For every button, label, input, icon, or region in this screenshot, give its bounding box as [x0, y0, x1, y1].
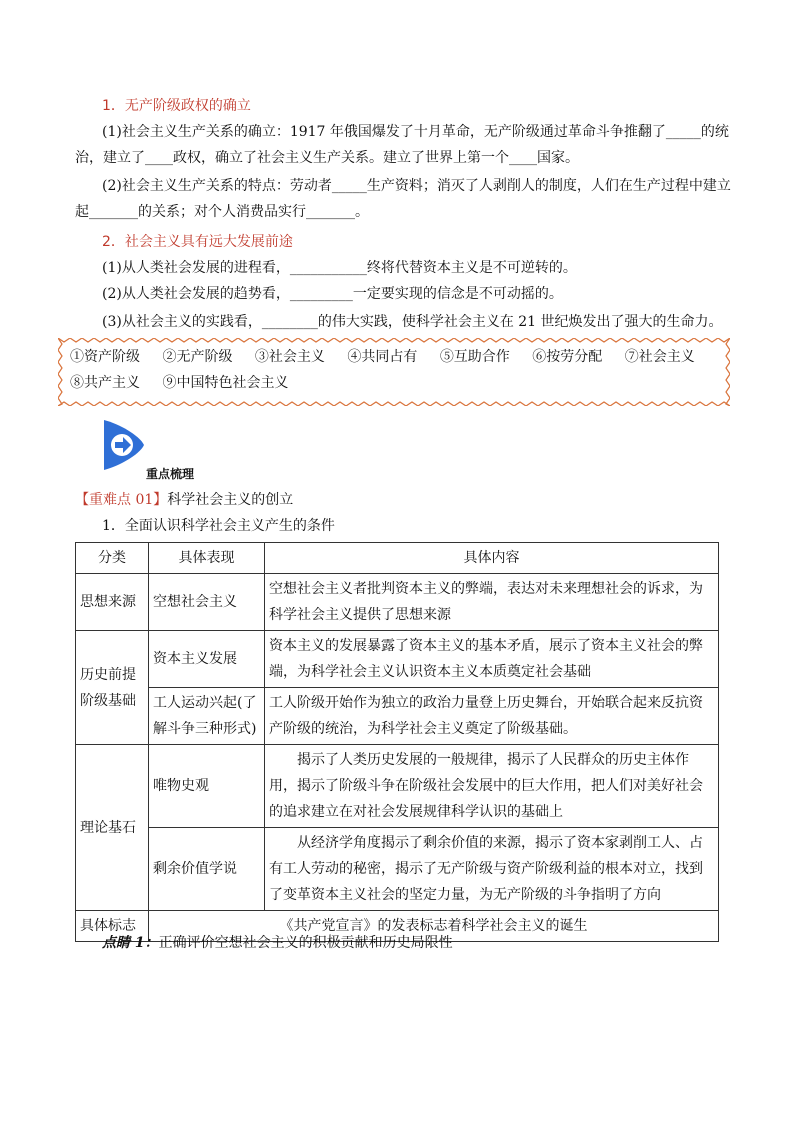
cell-content: 资本主义的发展暴露了资本主义的基本矛盾，展示了资本主义社会的弊端，为科学社会主义认识资本主义本质奠定社会基础: [265, 631, 719, 688]
header-manifestation: 具体表现: [149, 543, 265, 574]
key-point-title: 科学社会主义的创立: [167, 492, 294, 508]
cell-category: 历史前提阶级基础: [76, 631, 149, 745]
header-category: 分类: [76, 543, 149, 574]
section1-p1-line2: 治，建立了____政权，确立了社会主义生产关系。建立了世界上第一个____国家。: [75, 150, 579, 166]
option-6: ⑥按劳分配: [532, 349, 603, 365]
cell-manifestation: 唯物史观: [149, 745, 265, 828]
section2-p1: (1)从人类社会发展的进程看，___________终将代替资本主义是不可逆转的。: [102, 260, 577, 276]
table-row: [76, 688, 719, 745]
cell-category: 思想来源: [76, 574, 149, 631]
section2-title: 2．社会主义具有远大发展前途: [102, 234, 293, 250]
table-row: [76, 745, 719, 828]
table-row: [76, 574, 719, 631]
option-5: ⑤互助合作: [439, 349, 510, 365]
option-7: ⑦社会主义: [624, 349, 695, 365]
option-9: ⑨中国特色社会主义: [162, 375, 289, 391]
section1-p2-line2: 起_______的关系；对个人消费品实行_______。: [75, 204, 369, 220]
cell-manifestation: 剩余价值学说: [149, 828, 265, 911]
cell-content: 从经济学角度揭示了剩余价值的来源，揭示了资本家剥削工人、占有工人劳动的秘密，揭示了无产阶级与资产阶级利益的根本对立，找到了变革资本主义社会的坚定力量，为无产阶级的斗争指明了方向: [265, 828, 719, 911]
cell-manifestation: 空想社会主义: [149, 574, 265, 631]
section2-p3: (3)从社会主义的实践看，________的伟大实践，使科学社会主义在 21 世纪焕发出了强大的生命力。: [102, 314, 723, 330]
option-4: ④共同占有: [347, 349, 418, 365]
conditions-table: [75, 542, 719, 942]
note-text: 正确评价空想社会主义的积极贡献和历史局限性: [158, 935, 453, 951]
key-point-subtitle: 1．全面认识科学社会主义产生的条件: [102, 518, 335, 534]
section1-p1-line1: (1)社会主义生产关系的确立：1917 年俄国爆发了十月革命，无产阶级通过革命斗争推翻了_____的统: [102, 124, 729, 140]
section1-title: 1．无产阶级政权的确立: [102, 98, 251, 114]
option-1: ①资产阶级: [70, 349, 140, 365]
option-2: ②无产阶级: [162, 349, 233, 365]
cell-content: 《共产党宣言》的发表标志着科学社会主义的诞生: [149, 911, 719, 942]
table-row: [76, 631, 719, 688]
cell-manifestation: 资本主义发展: [149, 631, 265, 688]
key-point-heading: [75, 490, 293, 510]
cell-content: 空想社会主义者批判资本主义的弊端，表达对未来理想社会的诉求，为科学社会主义提供了思想来源: [265, 574, 719, 631]
cell-content: 揭示了人类历史发展的一般规律，揭示了人民群众的历史主体作用，揭示了阶级斗争在阶级社会发展中的巨大作用，把人们对美好社会的追求建立在对社会发展规律科学认识的基础上: [265, 745, 719, 828]
header-content: 具体内容: [265, 543, 719, 574]
cell-category: 具体标志: [76, 911, 149, 942]
table-header-row: [76, 543, 719, 574]
cell-content: 工人阶级开始作为独立的政治力量登上历史舞台，开始联合起来反抗资产阶级的统治，为科学社会主义奠定了阶级基础。: [265, 688, 719, 745]
key-points-label: 重点梳理: [146, 467, 195, 481]
table-row: [76, 828, 719, 911]
option-8: ⑧共产主义: [70, 375, 140, 391]
answer-options-box: [58, 338, 730, 406]
cell-category: 理论基石: [76, 745, 149, 911]
section2-p2: (2)从人类社会发展的趋势看，_________一定要实现的信念是不可动摇的。: [102, 286, 563, 302]
key-point-tag: 【重难点 01】: [75, 492, 168, 508]
section1-p2-line1: (2)社会主义生产关系的特点：劳动者_____生产资料；消灭了人剥削人的制度，人们在生产过程中建立: [102, 178, 731, 194]
option-3: ③社会主义: [254, 349, 325, 365]
cell-manifestation: 工人运动兴起(了解斗争三种形式): [149, 688, 265, 745]
note: [102, 932, 453, 952]
arrow-right-icon: [100, 416, 146, 474]
note-label: 点睛 1：: [102, 935, 159, 951]
